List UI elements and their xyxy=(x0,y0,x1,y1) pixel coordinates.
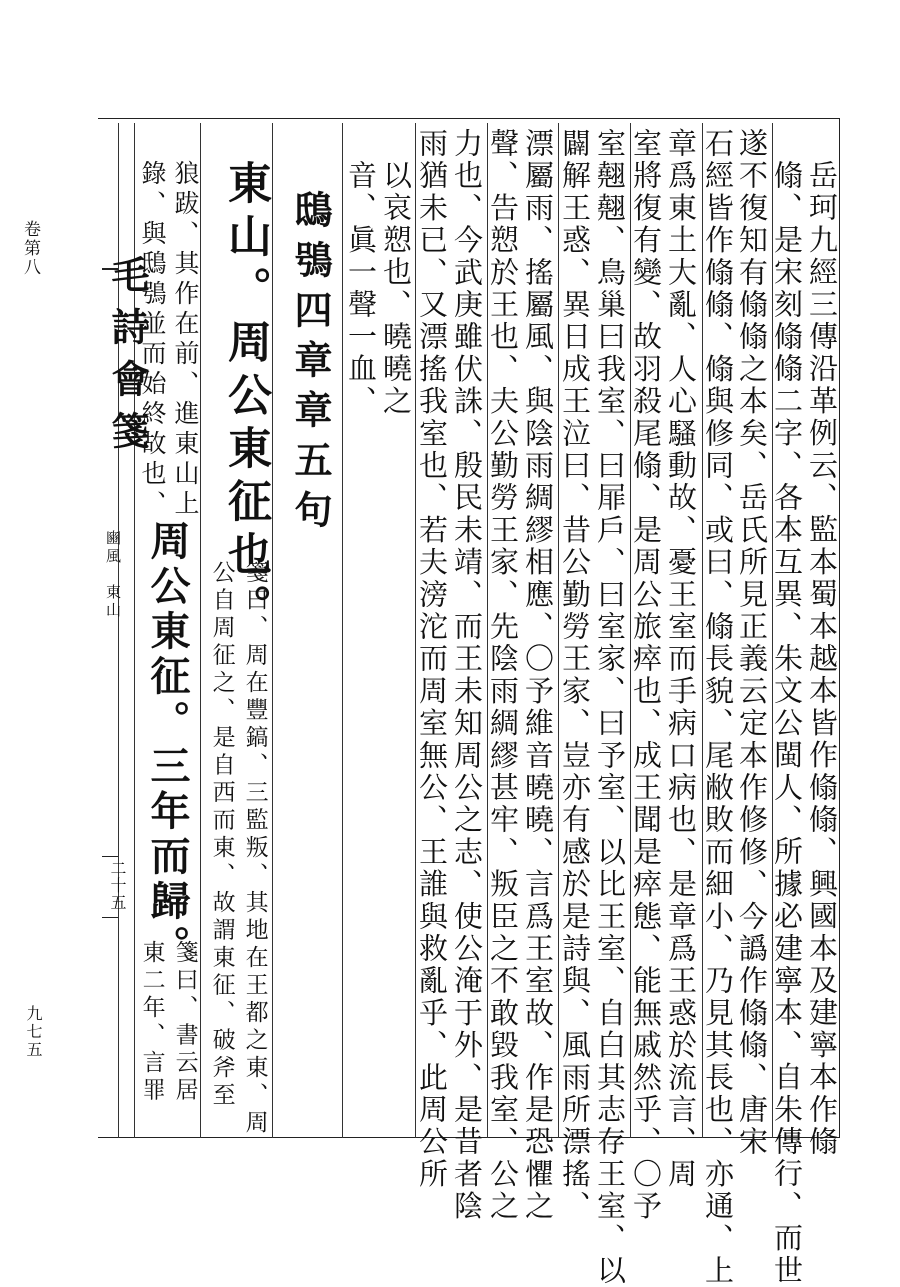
last-small-left: 東二年、言罪 xyxy=(138,940,165,1105)
last-small-right: 箋曰、書云居 xyxy=(171,940,198,1105)
text-column: 室將復有變、故羽殺尾翛、是周公旅瘁也、成王聞是瘁態、能無戚然乎、〇予 xyxy=(629,128,663,1223)
poem-line: 周公東征。三年而歸。 xyxy=(144,520,191,970)
text-column: 石經皆作翛翛、翛與修同、或曰、翛長貌、尾敝敗而細小、乃見其長也、亦通、上 xyxy=(701,128,735,1287)
column-rule xyxy=(342,123,343,1138)
last-note-right: 狼跋、其作在前、進東山上 xyxy=(171,160,200,520)
book-title: 毛詩會箋 xyxy=(105,255,150,463)
last-note-left: 錄、與鴟鴞並而始終故也、 xyxy=(138,160,167,520)
text-column: 章爲東土大亂、人心騷動故、憂王室而手病口病也、是章爲王惑於流言、周 xyxy=(664,128,698,1191)
chapter-count: 鴟鴞四章章五句 xyxy=(288,190,333,540)
text-column: 室翹翹、鳥巢曰我室、曰屝戶、曰室家、曰予室、以比王室、自白其志存王室、以 xyxy=(593,128,627,1287)
text-column: 音、眞一聲一血、 xyxy=(344,160,378,418)
book-page-number: 九七五 xyxy=(24,1005,43,1059)
text-column: 遂不復知有翛翛之本矣、岳氏所見正義云定本作修修、今譌作翛翛、唐宋 xyxy=(735,128,769,1159)
text-column: 雨猶未已、又漂搖我室也、若夫滂沱而周室無公、王誰與救亂乎、此周公所 xyxy=(415,128,449,1191)
column-rule xyxy=(200,123,201,1138)
text-column: 力也、今武庚雖伏誅、殷民未靖、而王未知周公之志、使公淹于外、是昔者陰 xyxy=(450,128,484,1223)
text-column: 翛、是宋刻翛翛二字、各本互異、朱文公閩人、所據必建寧本、自朱傳行、而世 xyxy=(770,160,804,1287)
fold-page-number: 二十五 xyxy=(108,860,127,911)
text-column: 漂屬雨、搖屬風、與陰雨綢繆相應、〇予維音曉曉、言爲王室故、作是恐懼之 xyxy=(521,128,555,1223)
fold-mark xyxy=(102,917,118,918)
section-label: 豳風 東山 xyxy=(104,530,122,620)
text-column: 聲、告愬於王也、夫公勤勞王家、先陰雨綢繆甚牢、叛臣之不敢毀我室、公之 xyxy=(486,128,520,1223)
text-column: 闢解王惑、異日成王泣曰、昔公勤勞王家、豈亦有感於是詩與、風雨所漂搖、 xyxy=(558,128,592,1223)
text-column: 岳珂九經三傳沿革例云、監本蜀本越本皆作翛翛、興國本及建寧本作翛 xyxy=(805,160,839,1159)
heading-note-left: 公自周征之、是自西而東、故謂東征、破斧至 xyxy=(208,560,235,1110)
heading-note-right: 箋曰、周在豐鎬、三監叛、其地在王都之東、周 xyxy=(241,560,268,1138)
poem-heading: 東山。周公東征也。 xyxy=(220,160,271,637)
text-column: 以哀愬也、曉曉之 xyxy=(379,160,413,418)
fold-mark xyxy=(102,856,118,857)
juan-label: 卷第八 xyxy=(20,220,40,277)
